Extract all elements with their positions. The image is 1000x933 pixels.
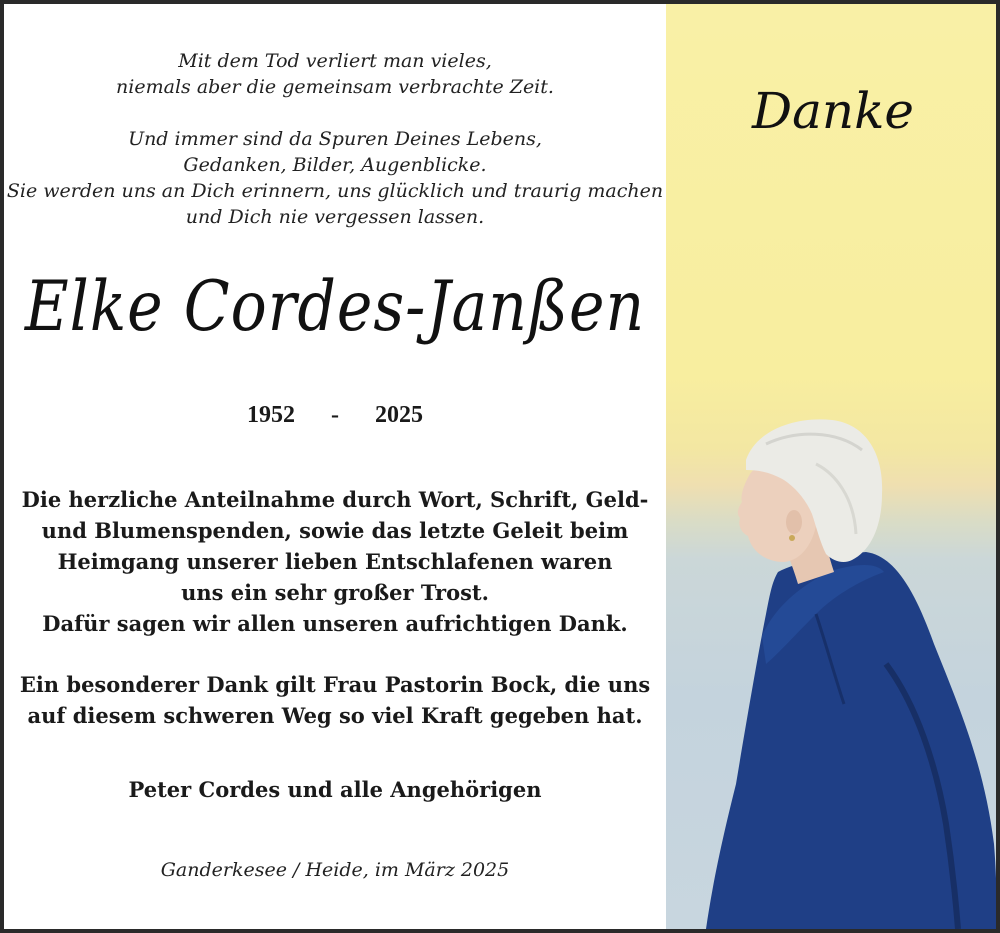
poem bbox=[4, 48, 666, 256]
danke-heading: Danke bbox=[752, 82, 914, 140]
message-line: Dafür sagen wir allen unseren aufrichtigen Dank. bbox=[42, 611, 628, 636]
birth-year: 1952 bbox=[247, 402, 295, 428]
poem-line: Sie werden uns an Dich erinnern, uns glücklich und traurig machen bbox=[6, 180, 664, 202]
message-line: Die herzliche Anteilnahme durch Wort, Schrift, Geld- bbox=[21, 487, 649, 512]
message-line: und Blumenspenden, sowie das letzte Geleit beim bbox=[41, 518, 629, 543]
poem-stanza-2 bbox=[4, 126, 666, 230]
signature: Peter Cordes und alle Angehörigen bbox=[128, 777, 542, 802]
special-thanks bbox=[4, 669, 666, 731]
life-years bbox=[4, 402, 666, 429]
deceased-name: Elke Cordes-Janßen bbox=[24, 266, 646, 348]
poem-stanza-1 bbox=[4, 48, 666, 100]
portrait-photo bbox=[666, 404, 1000, 929]
poem-line: niemals aber die gemeinsam verbrachte Zeit. bbox=[116, 76, 554, 98]
photo-panel bbox=[666, 4, 1000, 929]
special-thanks-line: auf diesem schweren Weg so viel Kraft gegeben hat. bbox=[27, 703, 643, 728]
poem-line: und Dich nie vergessen lassen. bbox=[185, 206, 485, 228]
place-date: Ganderkesee / Heide, im März 2025 bbox=[160, 859, 510, 881]
poem-line: Gedanken, Bilder, Augenblicke. bbox=[183, 154, 487, 176]
years-separator: - bbox=[331, 402, 339, 428]
message-line: uns ein sehr großer Trost. bbox=[181, 580, 489, 605]
message-line: Heimgang unserer lieben Entschlafenen waren bbox=[57, 549, 613, 574]
death-year: 2025 bbox=[375, 402, 423, 428]
poem-line: Und immer sind da Spuren Deines Lebens, bbox=[128, 128, 542, 150]
thanks-message bbox=[4, 484, 666, 639]
poem-line: Mit dem Tod verliert man vieles, bbox=[178, 50, 492, 72]
text-column bbox=[4, 4, 666, 929]
special-thanks-line: Ein besonderer Dank gilt Frau Pastorin Bock, die uns bbox=[19, 672, 651, 697]
